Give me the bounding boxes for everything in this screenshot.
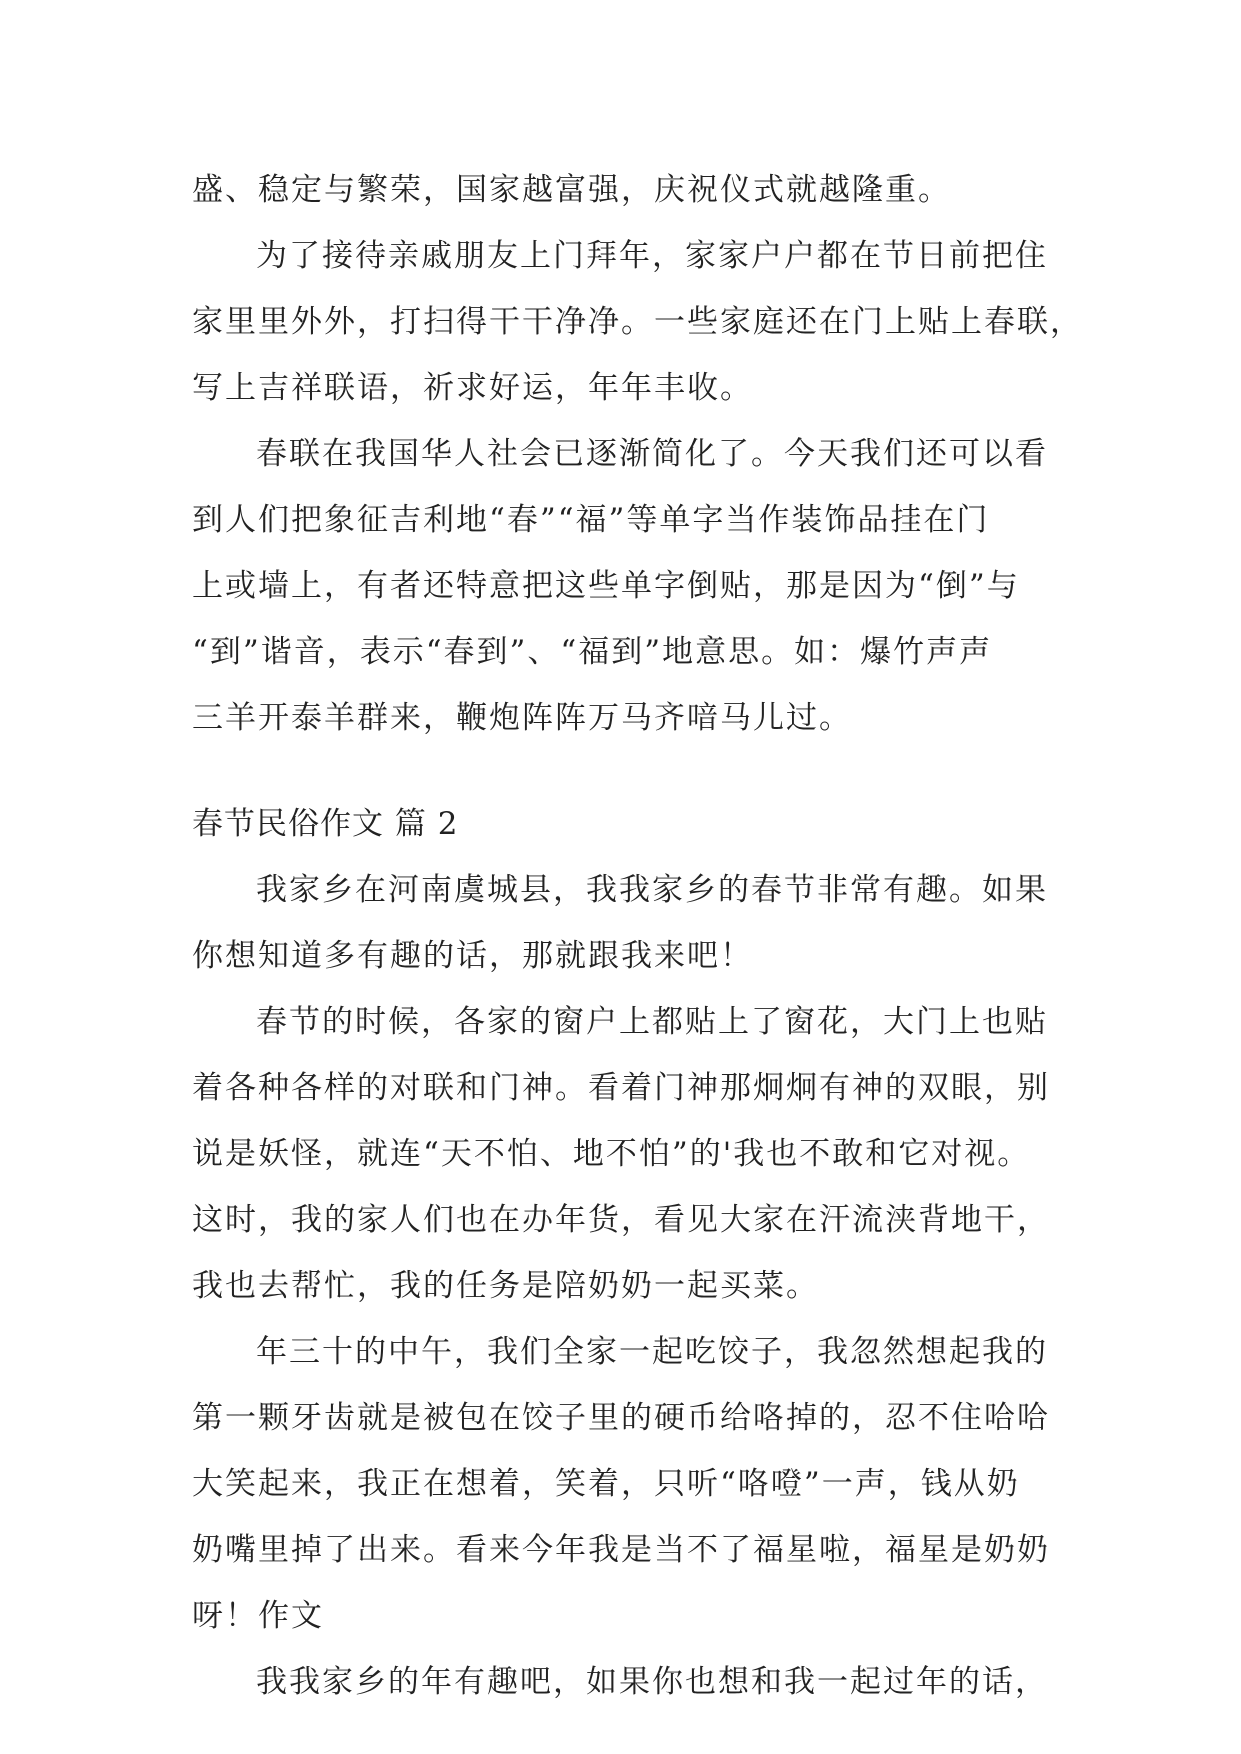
- paragraph: [192, 989, 1072, 1319]
- text-line: 写上吉祥联语，祈求好运，年年丰收。: [192, 370, 753, 406]
- text-line: 呀！作文: [192, 1598, 324, 1634]
- paragraph: [192, 1319, 1072, 1649]
- text-line: 大笑起来，我正在想着，笑着，只听“咯噔”一声，钱从奶: [192, 1466, 1020, 1502]
- text-line: 为了接待亲戚朋友上门拜年，家家户户都在节日前把住: [256, 238, 1048, 274]
- text-line: 这时，我的家人们也在办年货，看见大家在汗流浃背地干，: [192, 1202, 1050, 1238]
- text-line: 到人们把象征吉利地“春”“福”等单字当作装饰品挂在门: [192, 502, 990, 538]
- text-line: 第一颗牙齿就是被包在饺子里的硬币给咯掉的，忍不住哈哈: [192, 1400, 1050, 1436]
- text-line: 年三十的中午，我们全家一起吃饺子，我忽然想起我的: [256, 1334, 1048, 1370]
- text-line: 家里里外外，打扫得干干净净。一些家庭还在门上贴上春联，: [192, 304, 1083, 340]
- paragraph: [192, 223, 1083, 421]
- text-line: 上或墙上，有者还特意把这些单字倒贴，那是因为“倒”与: [192, 568, 1020, 604]
- paragraph: [192, 157, 1072, 223]
- document-body: [192, 157, 1083, 1715]
- text-line: 奶嘴里掉了出来。看来今年我是当不了福星啦，福星是奶奶: [192, 1532, 1050, 1568]
- text-line: 我也去帮忙，我的任务是陪奶奶一起买菜。: [192, 1268, 819, 1304]
- paragraph: [192, 1649, 1072, 1715]
- text-line: 我家乡在河南虞城县，我我家乡的春节非常有趣。如果: [256, 872, 1048, 908]
- text-line: 盛、稳定与繁荣，国家越富强，庆祝仪式就越隆重。: [192, 172, 951, 208]
- text-line: 着各种各样的对联和门神。看着门神那炯炯有神的双眼，别: [192, 1070, 1050, 1106]
- text-line: 三羊开泰羊群来，鞭炮阵阵万马齐喑马儿过。: [192, 700, 852, 736]
- text-line: 你想知道多有趣的话，那就跟我来吧！: [192, 938, 753, 974]
- text-line: 我我家乡的年有趣吧，如果你也想和我一起过年的话，: [256, 1664, 1048, 1700]
- paragraph: [192, 857, 1072, 989]
- text-line: 春联在我国华人社会已逐渐简化了。今天我们还可以看: [256, 436, 1048, 472]
- paragraph: [192, 421, 1072, 751]
- text-line: “到”谐音，表示“春到”、“福到”地意思。如：爆竹声声: [192, 634, 993, 670]
- text-line: 说是妖怪，就连“天不怕、地不怕”的'我也不敢和它对视。: [192, 1136, 1031, 1172]
- text-line: 春节的时候，各家的窗户上都贴上了窗花，大门上也贴: [256, 1004, 1048, 1040]
- section-title: 春节民俗作文 篇 2: [192, 806, 459, 842]
